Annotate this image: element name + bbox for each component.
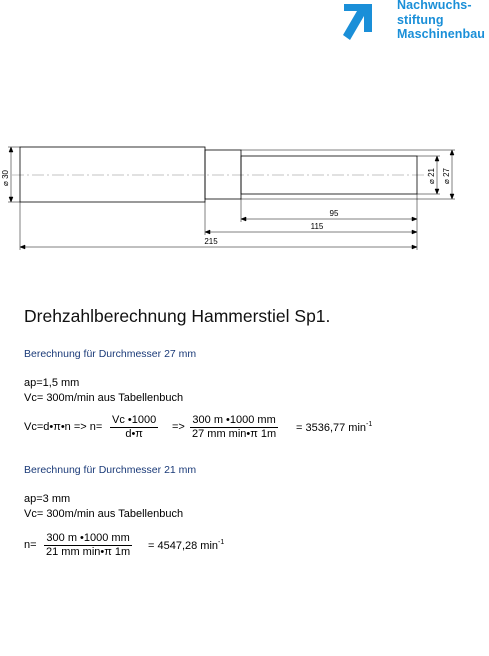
shaft-section-d27: [205, 150, 241, 199]
logo-line-3: Maschinenbau: [397, 27, 486, 41]
dim-label-115: 115: [310, 222, 324, 231]
fraction-numerator: 300 m •1000 mm: [44, 532, 132, 546]
section-heading-d21: Berechnung für Durchmesser 21 mm: [24, 464, 197, 476]
result-value: = 3536,77 min: [296, 422, 367, 434]
fraction-numerator: 300 m •1000 mm: [190, 414, 278, 428]
logo-line-1: Nachwuchs-: [397, 0, 472, 12]
dim-label-95: 95: [329, 209, 339, 218]
shaft-section-d30: [20, 147, 205, 202]
result-exponent: -1: [218, 539, 225, 546]
fraction-values: [190, 414, 278, 441]
logo: [340, 0, 489, 48]
formula-lhs: n=: [24, 539, 37, 551]
technical-drawing: [0, 125, 489, 260]
dim-label-d27: ⌀ 27: [442, 168, 451, 184]
cutting-speed-d21: Vc= 300m/min aus Tabellenbuch: [24, 508, 184, 520]
result-exponent: -1: [366, 421, 373, 428]
fraction-denominator: d•π: [125, 428, 143, 440]
formula-result: [296, 421, 372, 434]
fraction-denominator: 21 mm min•π 1m: [46, 546, 131, 558]
formula-arrow: =>: [172, 421, 185, 433]
dim-label-d30: ⌀ 30: [1, 170, 10, 186]
formula-result: [148, 539, 224, 552]
fraction-numerator: Vc •1000: [112, 414, 157, 426]
page-title: Drehzahlberechnung Hammerstiel Sp1.: [24, 306, 331, 326]
dimension-d21-d27: [241, 150, 455, 199]
fraction-denominator: 27 mm min•π 1m: [192, 428, 277, 440]
cutting-speed-d27: Vc= 300m/min aus Tabellenbuch: [24, 392, 184, 404]
logo-text: [397, 0, 485, 42]
dim-label-d21: ⌀ 21: [427, 168, 436, 184]
fraction-values: [44, 532, 132, 559]
arrow-up-right-icon: [342, 0, 388, 44]
section-heading-d27: Berechnung für Durchmesser 27 mm: [24, 348, 197, 360]
result-value: = 4547,28 min: [148, 540, 219, 552]
formula-lhs: Vc=d•π•n => n=: [24, 421, 103, 433]
dim-label-215: 215: [204, 237, 218, 246]
cutting-depth-d21: ap=3 mm: [24, 493, 71, 505]
fraction-general: [110, 414, 158, 441]
cutting-depth-d27: ap=1,5 mm: [24, 377, 80, 389]
logo-line-2: stiftung: [397, 12, 444, 27]
